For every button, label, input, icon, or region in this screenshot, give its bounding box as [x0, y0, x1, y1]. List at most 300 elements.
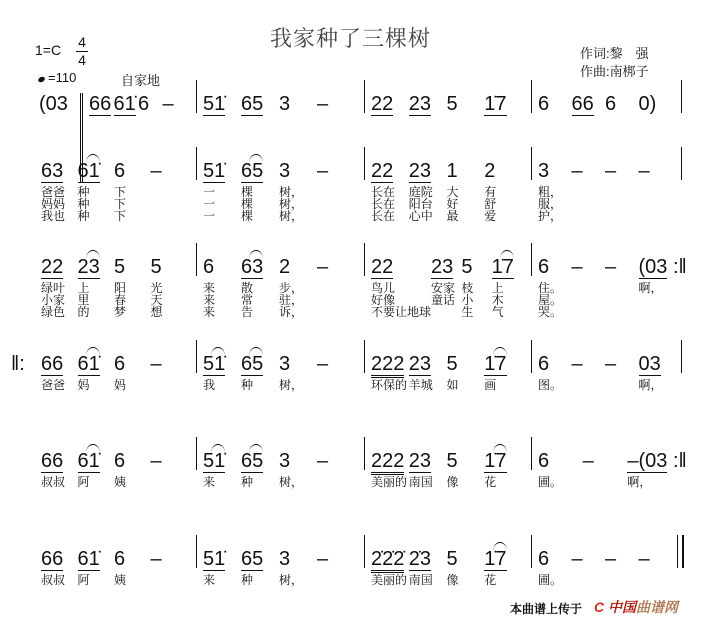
lyric — [605, 294, 639, 306]
note-text: 3 — [279, 160, 291, 182]
lyric: 舒 — [484, 197, 497, 211]
note — [279, 160, 317, 186]
note — [605, 93, 639, 119]
note — [279, 93, 317, 119]
lyric: 诉， — [279, 305, 304, 319]
lyric: 服， — [538, 197, 563, 211]
note — [78, 353, 115, 379]
note-text: 65 — [241, 548, 264, 570]
measure — [35, 160, 197, 250]
note-text: 51̇ — [203, 548, 226, 570]
lyric — [639, 306, 673, 318]
note-text: 5 — [446, 548, 458, 570]
note-text: 3 — [279, 548, 291, 570]
note-text: 6 — [538, 548, 550, 570]
lyric — [572, 198, 606, 210]
measure — [532, 160, 682, 250]
note — [279, 353, 317, 379]
note — [41, 160, 78, 186]
note-text: 222 — [371, 451, 404, 475]
note-text: 51̇ — [203, 450, 226, 472]
note-text: 6 — [114, 548, 126, 570]
time-top: 4 — [76, 34, 88, 52]
note-text: 61̇ — [77, 548, 100, 570]
lyric — [605, 379, 639, 391]
note-text: – — [571, 160, 583, 182]
lyric: 花 — [484, 475, 497, 489]
note — [114, 160, 151, 186]
note — [605, 548, 639, 574]
lyric: 下 — [114, 209, 127, 223]
note — [151, 353, 188, 379]
lyric — [151, 379, 188, 391]
note — [627, 450, 672, 476]
note — [203, 93, 241, 119]
lyric: 屋。 — [538, 293, 563, 307]
lyric — [151, 198, 188, 210]
lyric: 美丽的 — [371, 475, 408, 489]
note-text: 2 — [484, 160, 496, 182]
lyric: 种 — [241, 573, 254, 587]
note — [484, 93, 522, 119]
note — [317, 256, 355, 282]
note — [484, 450, 522, 476]
lyric — [572, 186, 606, 198]
score-row — [11, 353, 685, 443]
note-text: – — [605, 548, 617, 570]
lyric: 羊城 — [408, 378, 433, 392]
note-text: 5 — [446, 450, 458, 472]
lyric: 爸爸 — [41, 185, 66, 199]
lyricist: 作词:黎 强 — [580, 46, 649, 61]
note — [78, 450, 115, 476]
note-text: – — [605, 353, 617, 375]
note-text: 3 — [279, 353, 291, 375]
lyric: 阿 — [77, 573, 90, 587]
note — [151, 256, 188, 282]
note-text: – — [605, 256, 617, 278]
note-text: 3 — [279, 93, 291, 115]
note — [538, 548, 572, 574]
lyric: 妈妈 — [41, 197, 66, 211]
note — [447, 93, 485, 119]
note — [41, 548, 78, 574]
note-text: 23 — [408, 93, 431, 115]
barline — [677, 535, 684, 568]
lyric: 住。 — [538, 281, 563, 295]
lyric — [317, 198, 355, 210]
note — [151, 160, 188, 186]
lyric: 爸爸 — [41, 378, 66, 392]
note-text: (03 — [638, 256, 668, 278]
lyric: 南国 — [408, 475, 433, 489]
note-text: 1 — [446, 160, 458, 182]
logo-text-1: 中国 — [608, 599, 637, 615]
note-text: 23 — [408, 450, 431, 472]
note-text: 51̇ — [203, 93, 226, 115]
note — [114, 353, 151, 379]
lyric — [317, 210, 355, 222]
note — [151, 548, 188, 574]
note — [241, 160, 279, 186]
time-signature — [76, 34, 88, 69]
note — [484, 548, 522, 574]
lyric: 木 — [491, 293, 504, 307]
note-text: 65 — [241, 353, 264, 375]
note — [203, 256, 241, 282]
note — [605, 256, 639, 282]
note-text: 66 — [41, 353, 64, 375]
measure — [35, 256, 197, 346]
lyric: 来 — [203, 281, 216, 295]
lyric: 树， — [279, 475, 304, 489]
lyric: 庭院 — [408, 185, 433, 199]
note — [114, 256, 151, 282]
lyric: 哭。 — [538, 305, 563, 319]
lyric: 一 — [203, 209, 216, 223]
measure — [365, 353, 532, 443]
note-text: 6 — [114, 353, 126, 375]
note-text: – — [317, 93, 329, 115]
note — [78, 256, 115, 282]
lyric: 啊， — [627, 475, 652, 489]
note — [89, 93, 114, 119]
note — [639, 548, 673, 574]
lyric: 南国 — [408, 573, 433, 587]
lyric: 树， — [279, 378, 304, 392]
lyric: 长在 — [371, 197, 396, 211]
measure — [365, 450, 532, 540]
note — [639, 93, 673, 119]
note-text: 66 — [41, 450, 64, 472]
note — [538, 450, 583, 476]
note-text: 5 — [461, 256, 473, 278]
note — [114, 548, 151, 574]
note-text: 6 — [138, 93, 150, 115]
note-text: 1̇7 — [491, 256, 514, 278]
note-text: – — [317, 450, 329, 472]
note-text: – — [150, 450, 162, 472]
note-text: 51̇ — [203, 160, 226, 182]
note — [431, 256, 461, 282]
lyric: 姨 — [114, 573, 127, 587]
lyric: 绿叶 — [41, 281, 66, 295]
lyric: 大 — [446, 185, 459, 199]
note-text: 22 — [371, 93, 394, 115]
note-text: 6 — [114, 450, 126, 472]
style-marking: 自家地 — [121, 73, 161, 88]
note — [41, 353, 78, 379]
note — [572, 256, 606, 282]
lyric: 种 — [241, 475, 254, 489]
lyric — [639, 294, 673, 306]
note-text: 65 — [241, 450, 264, 472]
measure — [197, 256, 365, 346]
note-text: – — [571, 548, 583, 570]
barline — [681, 147, 682, 180]
lyric — [639, 186, 673, 198]
note-text: – — [317, 160, 329, 182]
note — [605, 160, 639, 186]
note — [203, 353, 241, 379]
note-text: 6 — [538, 353, 550, 375]
measure — [197, 353, 365, 443]
note-text: – — [317, 256, 329, 278]
score-row — [35, 256, 685, 346]
note — [203, 548, 241, 574]
note-text: 3 — [538, 160, 550, 182]
song-title: 我家种了三棵树 — [269, 27, 431, 52]
measure — [197, 450, 365, 540]
note-text: –(03 — [627, 450, 668, 472]
note — [605, 353, 639, 379]
lyric: 安家 — [431, 281, 456, 295]
lyric: 美丽的 — [371, 573, 408, 587]
note — [538, 353, 572, 379]
note-text: 1̇7 — [484, 93, 507, 115]
note — [151, 450, 188, 476]
lyric: 树， — [279, 197, 304, 211]
lyric — [572, 210, 606, 222]
lyric: 阳台 — [408, 197, 433, 211]
note-text: 63 — [41, 160, 64, 182]
note — [371, 160, 409, 186]
note-text: 66 — [41, 548, 64, 570]
lyric — [572, 306, 606, 318]
note — [203, 450, 241, 476]
lyric: 阳 — [114, 281, 127, 295]
note-text: 0) — [638, 93, 657, 115]
note — [371, 256, 431, 282]
note-text: 22 — [371, 256, 394, 278]
note — [447, 548, 485, 574]
lyric: 上 — [77, 281, 90, 295]
lyric — [572, 379, 606, 391]
lyric: 棵 — [241, 197, 254, 211]
measure — [365, 160, 532, 250]
lyric: 散 — [241, 281, 254, 295]
lyric: 种 — [77, 197, 90, 211]
note — [447, 353, 485, 379]
lyric — [605, 186, 639, 198]
measure — [365, 256, 532, 346]
note — [447, 160, 485, 186]
lyric — [639, 574, 673, 586]
note — [538, 256, 572, 282]
note — [371, 93, 409, 119]
lyric — [572, 294, 606, 306]
note — [241, 548, 279, 574]
lyric: 光 — [150, 281, 163, 295]
note — [371, 353, 409, 379]
upload-note: 本曲谱上传于 — [510, 602, 583, 616]
lyric — [639, 198, 673, 210]
note — [572, 353, 606, 379]
lyric: 生 — [461, 305, 474, 319]
lyric: 棵 — [241, 185, 254, 199]
note — [78, 160, 115, 186]
note-text: 61̇ — [113, 93, 136, 115]
lyric: 姨 — [114, 475, 127, 489]
measure — [532, 450, 682, 540]
note-text: 22 — [371, 160, 394, 182]
note-text: – — [605, 160, 617, 182]
lyric: 像 — [446, 573, 459, 587]
measure — [532, 256, 682, 346]
note — [114, 93, 139, 119]
note-text: 1̇7 — [484, 450, 507, 472]
note-text: – — [150, 353, 162, 375]
lyric — [317, 282, 355, 294]
lyric — [317, 574, 355, 586]
note — [409, 353, 447, 379]
lyric: 绿色 — [41, 305, 66, 319]
site-logo — [594, 597, 678, 617]
note-text: 222 — [371, 354, 404, 378]
lyric: 叔叔 — [41, 573, 66, 587]
note — [317, 93, 355, 119]
lyric — [605, 574, 639, 586]
lyric — [151, 476, 188, 488]
note — [114, 450, 151, 476]
lyric — [605, 198, 639, 210]
logo-text-2: 曲谱网 — [636, 599, 679, 615]
lyric: 画 — [484, 378, 497, 392]
lyric: 春 — [114, 293, 127, 307]
lyric: 天 — [150, 293, 163, 307]
note — [538, 93, 572, 119]
lyric — [317, 186, 355, 198]
note-text: 66 — [571, 93, 594, 115]
lyric — [317, 379, 355, 391]
barline — [681, 340, 682, 373]
lyric: 棵 — [241, 209, 254, 223]
lyric: 枝 — [461, 281, 474, 295]
lyric: 树， — [279, 573, 304, 587]
note-text: 51̇ — [203, 353, 226, 375]
note — [203, 160, 241, 186]
note — [409, 450, 447, 476]
lyric: 来 — [203, 305, 216, 319]
note — [241, 450, 279, 476]
lyric: 童话 — [431, 293, 456, 307]
lyric: 鸟儿 — [371, 281, 396, 295]
note — [138, 93, 163, 119]
lyric: 圃。 — [538, 475, 563, 489]
lyric: 如 — [446, 378, 459, 392]
note — [279, 450, 317, 476]
note-text: 5 — [150, 256, 162, 278]
measure — [532, 353, 682, 443]
note — [572, 160, 606, 186]
lyric: 花 — [484, 573, 497, 587]
lyric — [572, 282, 606, 294]
lyric: 下 — [114, 185, 127, 199]
note — [371, 450, 409, 476]
lyric: 想 — [150, 305, 163, 319]
lyric: 常 — [241, 293, 254, 307]
lyric — [605, 306, 639, 318]
note-text: 65 — [241, 160, 264, 182]
note — [317, 353, 355, 379]
lyric: 长在 — [371, 209, 396, 223]
note-text: 23 — [77, 256, 100, 278]
note — [279, 548, 317, 574]
lyric — [605, 210, 639, 222]
note — [241, 256, 279, 282]
lyric: 像 — [446, 475, 459, 489]
lyric — [317, 306, 355, 318]
composer: 作曲:南梆子 — [580, 64, 649, 79]
quarter-note-icon — [37, 76, 45, 83]
note-text: – — [571, 256, 583, 278]
lyric: 小 — [461, 293, 474, 307]
lyric: 的 — [77, 305, 90, 319]
lyric — [151, 574, 188, 586]
lyric: 长在 — [371, 185, 396, 199]
lyric: 种 — [77, 185, 90, 199]
note-text: 63 — [241, 256, 264, 278]
note-text: – — [571, 353, 583, 375]
note — [639, 256, 673, 282]
note — [41, 450, 78, 476]
note — [163, 93, 188, 119]
note — [409, 93, 447, 119]
tempo-value: =110 — [48, 70, 77, 85]
note — [484, 353, 522, 379]
lyric: 步， — [279, 281, 304, 295]
note-text: – — [317, 548, 329, 570]
note-text: 61̇ — [77, 353, 100, 375]
note — [409, 160, 447, 186]
repeat-end-sign: :‖ — [673, 256, 687, 278]
note-text: 5 — [114, 256, 126, 278]
lyric: 小家 — [41, 293, 66, 307]
lyric: 心中 — [408, 209, 433, 223]
lyric: 里 — [77, 293, 90, 307]
note-text: 6 — [538, 256, 550, 278]
lyric: 好 — [446, 197, 459, 211]
note-text: 61̇ — [77, 450, 100, 472]
lyric: 下 — [114, 197, 127, 211]
lyric — [639, 210, 673, 222]
lyric: 妈 — [77, 378, 90, 392]
note — [317, 548, 355, 574]
note — [371, 548, 409, 574]
note-text: 5 — [446, 93, 458, 115]
row-prefix: ‖: — [11, 353, 25, 375]
lyric: 来 — [203, 573, 216, 587]
note-text: 5 — [446, 353, 458, 375]
lyric — [583, 476, 628, 488]
score-row — [35, 450, 685, 540]
note — [41, 256, 78, 282]
lyric — [431, 306, 461, 318]
note-text: – — [317, 353, 329, 375]
measure — [35, 353, 197, 443]
lyric: 叔叔 — [41, 475, 66, 489]
note-text: – — [638, 160, 650, 182]
note-text: 23 — [431, 256, 454, 278]
note — [583, 450, 628, 476]
lyric: 一 — [203, 185, 216, 199]
note — [484, 160, 522, 186]
note-text: 6 — [538, 93, 550, 115]
note-text: 23 — [408, 353, 431, 375]
lyric: 气 — [491, 305, 504, 319]
note-text: 6 — [203, 256, 215, 278]
lyric: 爱 — [484, 209, 497, 223]
